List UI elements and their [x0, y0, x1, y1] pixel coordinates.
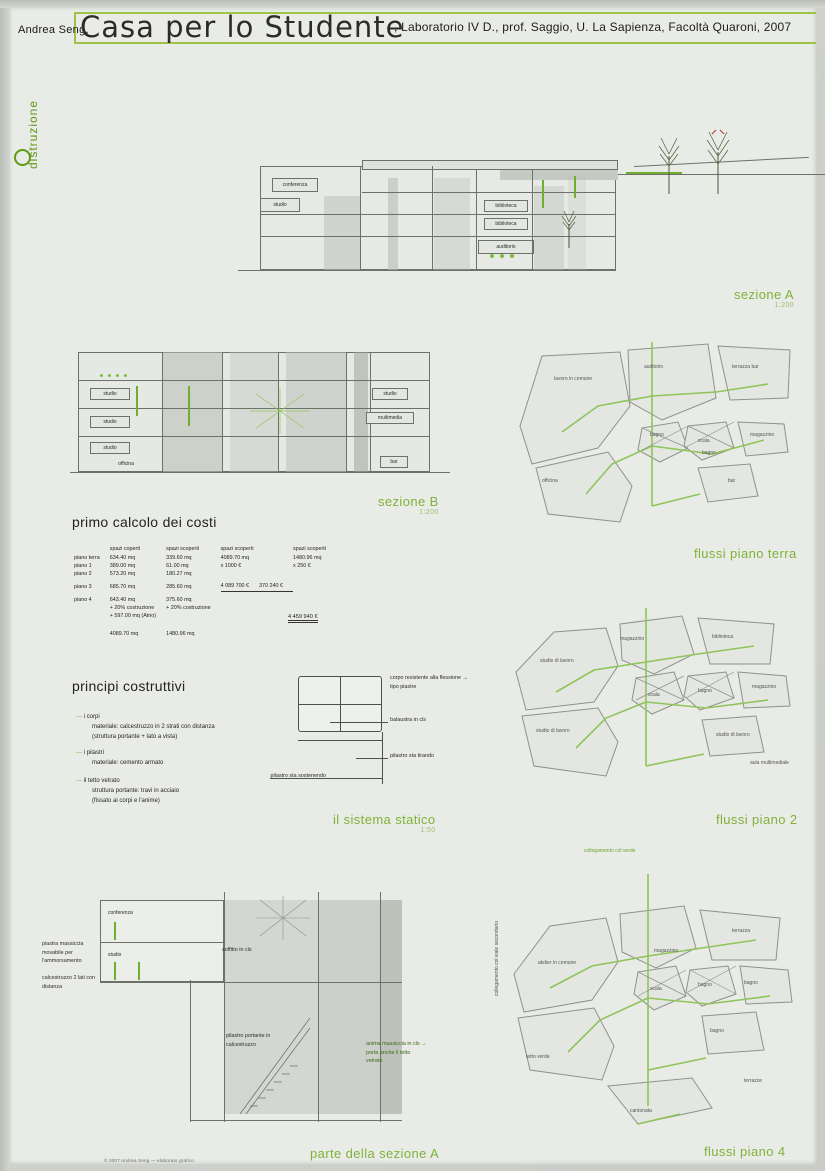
- principi-head-1: i corpi: [83, 714, 100, 720]
- note-soffitto: soffitto in cls: [222, 947, 252, 953]
- costs-header-2: spazi scoperti: [166, 546, 200, 552]
- room-label-studio-b1: studio: [90, 388, 130, 400]
- dash-icon: —: [76, 750, 82, 756]
- costs-header-3: spazi scoperti: [220, 546, 254, 552]
- note-calcestruzzo: calcestruzzo 2 lati con distanza: [42, 975, 96, 990]
- plan-4-label-3: magazzino: [654, 948, 679, 954]
- room-label-biblioteca-1: biblioteca: [484, 200, 528, 212]
- drawing-parte-sezione-a: [94, 892, 454, 1130]
- principi-line-3b: (fissato ai corpi e l'anime): [92, 798, 160, 805]
- plan-2-label-2: magazzino: [620, 636, 645, 642]
- room-label-studio: studio: [260, 198, 300, 212]
- side-tab-label: distruzione: [26, 99, 40, 169]
- plan-2-svg: [502, 606, 802, 796]
- costs-title: primo calcolo dei costi: [72, 514, 217, 530]
- table-row: piano 2 573.20 mq 180.27 mq: [74, 571, 192, 577]
- plan-2-label-5: scala: [648, 692, 660, 698]
- plan-4-label-4: bagno: [698, 982, 712, 988]
- burst-icon-2: [256, 896, 310, 940]
- table-row: piano 1 389.00 mq 61.00 mq x 1000 € x 250 €: [74, 563, 311, 569]
- table-row: piano 4 643.40 mq 375.60 mq: [74, 597, 192, 603]
- room-label-studio-b: studio: [108, 952, 122, 958]
- caption-sistema-statico: il sistema statico 1:50: [333, 812, 436, 834]
- drawing-sezione-a: [238, 156, 798, 296]
- page-title: Casa per lo Studente: [80, 10, 405, 44]
- plan-4-label-11: terrazze: [744, 1078, 763, 1084]
- principi-line-1a: materiale: calcestruzzo in 2 strati con distanza: [92, 724, 215, 731]
- plan-4-label-6: terrazza: [732, 928, 751, 934]
- principi-item-2: [76, 748, 276, 768]
- principi-head-2: i pilastri: [83, 750, 105, 756]
- room-label-bar: bar: [380, 456, 408, 468]
- room-label-studio-b4: studio: [372, 388, 408, 400]
- plan-2-label-6: bagno: [698, 688, 712, 694]
- dash-icon: —: [76, 778, 82, 784]
- author-name: Andrea Seng,: [18, 24, 89, 36]
- room-label-auditorio: auditorio: [478, 240, 534, 254]
- note-pilastro: pilastro portante in calcestruzzo: [226, 1033, 271, 1048]
- room-label-conferenza: conferenza: [272, 178, 318, 192]
- plan-4-label-1: collegamento col verde: [584, 848, 636, 854]
- plan-4-label-9: tetto verde: [526, 1054, 550, 1060]
- costs-header-blank: [74, 546, 110, 555]
- principi-line-3a: struttura portante: travi in acciaio: [92, 788, 180, 795]
- plan-4-label-2: atelier in comune: [538, 960, 577, 966]
- table-row: + 20% costruzione + 20% costruzione: [109, 605, 211, 611]
- plan-4-label-7: scala: [650, 986, 662, 992]
- plan-4-label-12: collegamento col viale secondario: [494, 920, 500, 996]
- plan-4-label-10: cantonata: [630, 1108, 652, 1114]
- plan-2-label-7: magazzino: [752, 684, 777, 690]
- table-row: piano terra 634.40 mq 339.60 mq 4089.70 mq 1480.96 mq: [74, 555, 322, 561]
- plan-terra-label-2: auditorio: [644, 364, 664, 370]
- room-label-studio-b2: studio: [90, 416, 130, 428]
- tree-icon-3: [704, 128, 732, 194]
- static-label-3: pilastro sta tirando: [390, 753, 435, 759]
- plan-terra-label-1: lavoro in comune: [554, 376, 593, 382]
- costs-table: [74, 546, 336, 639]
- plan-2-label-3: biblioteca: [712, 634, 734, 640]
- plan-terra-label-6: scala: [698, 438, 710, 444]
- diagram-sistema-statico: [270, 670, 474, 800]
- note-piastra: piastra massiccia movabile per l'ammorsamento: [42, 941, 84, 965]
- tree-icon-1: [560, 208, 578, 248]
- tree-icon-2: [656, 134, 682, 194]
- room-label-conferenza-b: conferenza: [108, 910, 133, 916]
- room-label-studio-b3: studio: [90, 442, 130, 454]
- principi-title: principi costruttivi: [72, 678, 186, 694]
- room-label-officina: officina: [118, 461, 134, 467]
- plan-flussi-2: [502, 606, 802, 796]
- principi-head-3: il tetto vetrato: [83, 778, 120, 784]
- stairs-icon: [240, 1010, 310, 1114]
- caption-parte-sezione-a: parte della sezione A: [310, 1146, 440, 1161]
- costs-header-1: spazi coperti: [109, 546, 141, 552]
- plan-terra-label-5: bagno: [650, 432, 664, 438]
- room-label-biblioteca-2: biblioteca: [484, 218, 528, 230]
- static-label-4: pilastro sta sostenendo: [270, 773, 326, 779]
- costs-header-row: [74, 546, 336, 555]
- plan-terra-label-3: terrazza bar: [732, 364, 759, 370]
- page-subtitle: , Laboratorio IV D., prof. Saggio, U. La Sapienza, Facoltà Quaroni, 2007: [394, 20, 792, 34]
- caption-flussi-terra: flussi piano terra: [694, 546, 797, 561]
- plan-2-label-4: studio di lavoro: [536, 728, 570, 734]
- principi-item-1: [76, 712, 276, 743]
- costs-header-4: spazi scoperti: [293, 546, 327, 552]
- caption-sezione-b: sezione B 1:200: [378, 494, 439, 516]
- plan-flussi-terra: [502, 336, 802, 536]
- dash-icon: —: [76, 714, 82, 720]
- plan-flussi-4: [488, 848, 808, 1136]
- plan-2-label-9: aula multimediale: [750, 760, 789, 766]
- table-row: + 597.00 mq (Atrio): [109, 613, 157, 619]
- static-label-2: balaustra in cls: [390, 717, 426, 723]
- drawing-sezione-b: [70, 346, 450, 478]
- plan-4-svg: [488, 856, 808, 1136]
- caption-sezione-a: sezione A 1:200: [734, 287, 794, 309]
- costs-total: 4 459 940 €: [288, 614, 318, 623]
- poster-sheet: [8, 6, 817, 1165]
- caption-flussi-2: flussi piano 2: [716, 812, 798, 827]
- plan-terra-label-4: officina: [542, 478, 558, 484]
- plan-4-label-8: bagno: [710, 1028, 724, 1034]
- table-row: 4089.70 mq 1480.96 mq: [109, 631, 195, 637]
- caption-flussi-4: flussi piano 4: [704, 1144, 786, 1159]
- static-label-1: corpo resistente alla flessione → tipo piastre: [390, 675, 468, 690]
- principi-line-2a: materiale: cemento armato: [92, 760, 164, 767]
- principi-line-1b: (struttura portante + lato a vista): [92, 734, 178, 741]
- note-anima: anima massiccia in cls → porta anche il tetto vetrato: [366, 1041, 427, 1065]
- plan-terra-label-7: bagno: [702, 450, 716, 456]
- board-edge-left: [0, 0, 10, 1171]
- footer-text: © 2007 Andrea Seng — elaborato grafico: [104, 1158, 194, 1163]
- side-tab: [10, 61, 40, 181]
- burst-icon: [250, 388, 310, 434]
- plan-4-label-5: bagno: [744, 980, 758, 986]
- board-edge-top: [0, 0, 825, 8]
- plan-2-label-8: studio di lavoro: [716, 732, 750, 738]
- room-label-multimedia: multimedia: [366, 412, 414, 424]
- plan-terra-label-9: bar: [728, 478, 736, 484]
- table-row: piano 3 685.70 mq 285.60 mq 4 089 700 € 370 240 €: [74, 579, 336, 597]
- plan-terra-label-8: magazzino: [750, 432, 775, 438]
- plan-2-label-1: studio di lavoro: [540, 658, 574, 664]
